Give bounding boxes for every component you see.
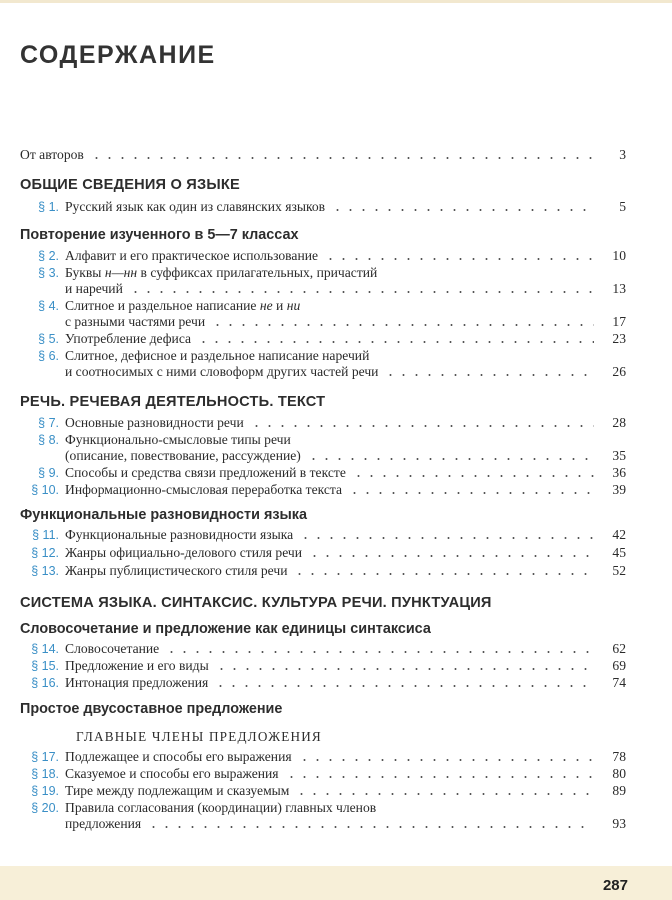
leader-dots	[348, 491, 594, 495]
paragraph-number: § 16.	[31, 676, 59, 690]
toc-entry-text: Словосочетание	[65, 641, 160, 656]
toc-entry-text: Употребление дефиса	[65, 331, 192, 346]
toc-entry[interactable]: § 8. Функционально-смысловые типы речи (описание, повествование, рассуждение) 35	[20, 432, 626, 464]
toc-entry-text: Функциональные разновидности языка	[65, 527, 294, 542]
paragraph-number: § 7.	[38, 416, 59, 430]
leader-dots	[293, 572, 594, 576]
toc-entry-text: Тире между подлежащим и сказуемым	[65, 783, 290, 798]
toc-entry[interactable]: § 6. Слитное, дефисное и раздельное написание наречий и соотносимых с ними словоформ других частей речи 26	[20, 348, 626, 380]
toc-entry[interactable]	[20, 199, 626, 215]
leader-dots	[197, 340, 594, 344]
leader-dots	[165, 650, 594, 654]
toc-entry-text: Сказуемое и способы его выражения	[65, 766, 279, 781]
toc-entry-page: 89	[612, 783, 626, 798]
toc-entry-text: Предложение и его виды	[65, 658, 209, 673]
toc-entry[interactable]	[20, 415, 626, 431]
toc-entry[interactable]	[20, 563, 626, 579]
toc-entry-text: Буквы н—нн в суффиксах прилагательных, причастий	[65, 265, 378, 280]
leader-dots	[215, 667, 594, 671]
subsection-heading: Словосочетание и предложение как единицы синтаксиса	[20, 621, 431, 637]
leader-dots	[299, 536, 594, 540]
toc-entry-page: 42	[612, 527, 626, 542]
toc-entry-text: Русский язык как один из славянских языков	[65, 199, 326, 214]
paragraph-number: § 17.	[31, 750, 59, 764]
paragraph-number: § 3.	[38, 266, 59, 280]
toc-entry-page: 17	[612, 314, 626, 329]
paragraph-number: § 10.	[31, 483, 59, 497]
leader-dots	[214, 684, 594, 688]
toc-entry[interactable]	[20, 527, 626, 543]
toc-entry-page: 3	[619, 147, 626, 162]
toc-entry-text: Жанры официально-делового стиля речи	[65, 545, 303, 560]
toc-entry-text: Алфавит и его практическое использование	[65, 248, 319, 263]
toc-entry-page: 62	[612, 641, 626, 656]
paragraph-number: § 13.	[31, 564, 59, 578]
toc-entry-page: 80	[612, 766, 626, 781]
toc-entry-page: 69	[612, 658, 626, 673]
leader-dots	[147, 825, 594, 829]
paragraph-number: § 8.	[38, 433, 59, 447]
toc-entry[interactable]	[20, 482, 626, 498]
toc-entry[interactable]	[20, 749, 626, 765]
leader-dots	[307, 457, 594, 461]
paragraph-number: § 4.	[38, 299, 59, 313]
footer-band	[0, 866, 672, 900]
toc-entry[interactable]	[20, 248, 626, 264]
toc-entry-text: Способы и средства связи предложений в тексте	[65, 465, 346, 480]
toc-entry[interactable]	[20, 545, 626, 561]
leader-dots	[129, 290, 594, 294]
toc-entry-text: Жанры публицистического стиля речи	[65, 563, 288, 578]
toc-entry-page: 5	[619, 199, 626, 214]
toc-entry-page: 28	[612, 415, 626, 430]
leader-dots	[211, 323, 594, 327]
paragraph-number: § 15.	[31, 659, 59, 673]
toc-entry-text: Функционально-смысловые типы речи	[65, 432, 291, 447]
toc-entry-text: Интонация предложения	[65, 675, 209, 690]
paragraph-number: § 14.	[31, 642, 59, 656]
toc-entry-page: 45	[612, 545, 626, 560]
leader-dots	[352, 474, 594, 478]
toc-entry-text: Основные разновидности речи	[65, 415, 244, 430]
toc-entry-text: Информационно-смысловая переработка текста	[65, 482, 343, 497]
toc-entry[interactable]: § 4. Слитное и раздельное написание не и ни с разными частями речи 17	[20, 298, 626, 330]
leader-dots	[308, 554, 594, 558]
leader-dots	[298, 758, 594, 762]
toc-entry-page: 13	[612, 281, 626, 296]
paragraph-number: § 9.	[38, 466, 59, 480]
toc-entry[interactable]	[20, 331, 626, 347]
toc-entry-preface[interactable]	[20, 147, 626, 163]
toc-entry-page: 10	[612, 248, 626, 263]
paragraph-number: § 20.	[31, 801, 59, 815]
toc-entry-text: Слитное, дефисное и раздельное написание наречий	[65, 348, 370, 363]
toc-content	[20, 147, 626, 832]
toc-entry-text: От авторов	[20, 147, 84, 162]
leader-dots	[250, 424, 594, 428]
toc-entry-page: 52	[612, 563, 626, 578]
toc-entry[interactable]	[20, 766, 626, 782]
paragraph-number: § 11.	[32, 528, 59, 542]
section-heading: СИСТЕМА ЯЗЫКА. СИНТАКСИС. КУЛЬТУРА РЕЧИ. ПУНКТУАЦИЯ	[20, 595, 492, 611]
paragraph-number: § 12.	[31, 546, 59, 560]
toc-entry-page: 35	[612, 448, 626, 463]
subsection-heading: Функциональные разновидности языка	[20, 507, 307, 523]
toc-entry-page: 26	[612, 364, 626, 379]
toc-entry[interactable]	[20, 658, 626, 674]
toc-entry-text: Слитное и раздельное написание не и ни	[65, 298, 301, 313]
category-heading: ГЛАВНЫЕ ЧЛЕНЫ ПРЕДЛОЖЕНИЯ	[76, 729, 322, 744]
toc-entry[interactable]: § 20. Правила согласования (координации) главных членов предложения 93	[20, 800, 626, 832]
toc-entry-page: 93	[612, 816, 626, 831]
leader-dots	[285, 775, 594, 779]
section-heading: РЕЧЬ. РЕЧЕВАЯ ДЕЯТЕЛЬНОСТЬ. ТЕКСТ	[20, 394, 326, 410]
toc-entry-text: Правила согласования (координации) главных членов	[65, 800, 377, 815]
leader-dots	[324, 257, 594, 261]
toc-entry[interactable]	[20, 641, 626, 657]
subsection-heading: Простое двусоставное предложение	[20, 701, 283, 717]
paragraph-number: § 5.	[38, 332, 59, 346]
leader-dots	[90, 156, 594, 160]
paragraph-number: § 18.	[31, 767, 59, 781]
leader-dots	[331, 208, 594, 212]
section-heading: ОБЩИЕ СВЕДЕНИЯ О ЯЗЫКЕ	[20, 177, 240, 193]
page-title: СОДЕРЖАНИЕ	[20, 41, 216, 69]
paragraph-number: § 6.	[38, 349, 59, 363]
paragraph-number: § 1.	[38, 200, 59, 214]
toc-entry[interactable]: § 3. Буквы н—нн в суффиксах прилагательных, причастий и наречий 13	[20, 265, 626, 297]
leader-dots	[295, 792, 594, 796]
toc-entry-page: 39	[612, 482, 626, 497]
toc-entry-text: Подлежащее и способы его выражения	[65, 749, 292, 764]
toc-entry-page: 74	[612, 675, 626, 690]
subsection-heading: Повторение изученного в 5—7 классах	[20, 227, 299, 243]
paragraph-number: § 19.	[31, 784, 59, 798]
toc-entry[interactable]	[20, 675, 626, 691]
toc-entry-page: 36	[612, 465, 626, 480]
toc-entry[interactable]	[20, 465, 626, 481]
paragraph-number: § 2.	[38, 249, 59, 263]
page-number: 287	[602, 877, 628, 894]
toc-entry-page: 23	[612, 331, 626, 346]
toc-entry[interactable]	[20, 783, 626, 799]
toc-entry-page: 78	[612, 749, 626, 764]
leader-dots	[384, 373, 594, 377]
